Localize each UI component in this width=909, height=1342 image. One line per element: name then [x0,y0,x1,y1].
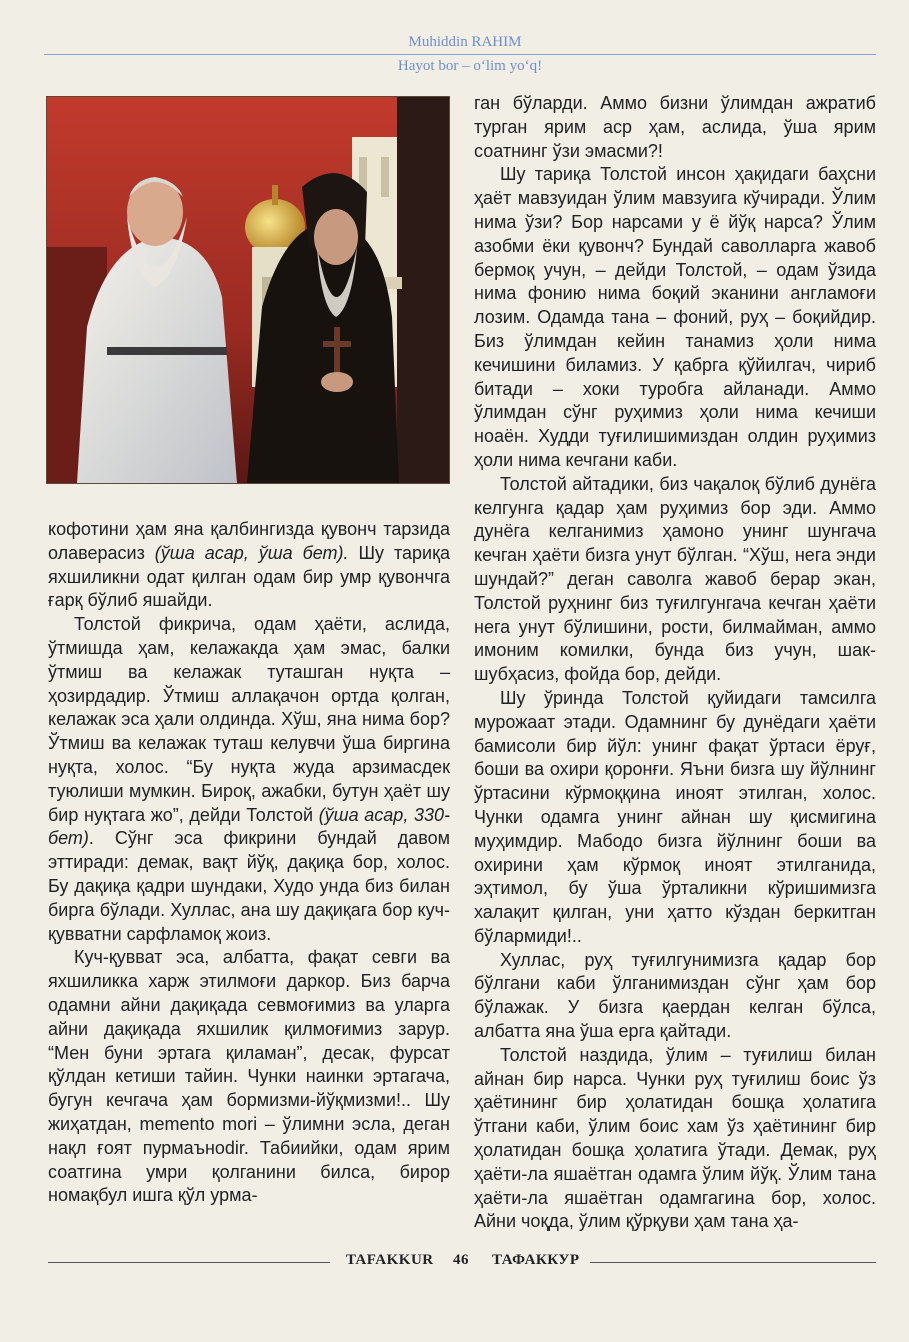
footer-journal-latin: TAFAKKUR [346,1252,434,1268]
paragraph: кофотини ҳам яна қалбингизда қувонч тарзида олаверасиз (ўша асар, ўша бет). Шу тариқа яхшиликни одат қилган одам бир умр қувончга ғарқ бўлиб яшайди. [48,519,450,611]
right-text-column [474,92,876,1234]
paragraph: Толстой айтадики, биз чақалоқ бўлиб дунёга келгунга қадар ҳам руҳимиз бор эди. Аммо дунёга келганимиз ҳамоно унинг шунгача кечган ҳаёти бизга унут бўлган. “Хўш, нега энди шундай?” деган саволга жавоб берар экан, Толстой руҳнинг биз туғилгунгача кечган ҳаёти нега унут бўлишини, рости, билмайман, аммо имоним комилки, бунда биз учун, шак-шубҳасиз, фойда бор, дейди. [474,473,876,685]
header-rule [44,54,876,55]
footer-rule-right [590,1262,876,1263]
painting-illustration [46,96,450,484]
header-author: Muhiddin RAHIM [408,34,522,50]
footer-journal-cyrillic: ТАФАККУР [492,1252,580,1268]
page-number: 46 [453,1252,469,1268]
header-subtitle: Hayot bor – o‘lim yo‘q! [397,58,543,74]
paragraph: ган бўларди. Аммо бизни ўлимдан ажратиб турган ярим аср ҳам, аслида, ўша ярим соатнинг ўзи эмасми?! [474,93,876,161]
left-text-column [48,518,450,1208]
footer-rule-left [48,1262,330,1263]
paragraph: Хуллас, руҳ туғилгунимизга қадар бор бўлгани каби ўлганимиздан сўнг ҳам бор бўлажак. У бизга қаердан келган бўлса, албатта яна ўша ерга қайтади. [474,949,876,1042]
paragraph: Толстой наздида, ўлим – туғилиш билан айнан бир нарса. Чунки руҳ туғилиш боис ўз ҳаётининг бир ҳолатидан бошқа ҳолатига ўтгани каби, ўлим боис хам ўз ҳаётининг бир ҳолатидан бошқа ҳолатига ўтади. Демак, руҳ ҳаёти-ла яшаётган одамга ўлим йўқ. Ўлим тана ҳаёти-ла яшаётган одамгагина бор, холос. Айни чоқда, ўлим қўрқуви ҳам тана ҳа- [474,1044,876,1232]
paragraph: Шу ўринда Толстой қуйидаги тамсилга мурожаат этади. Одамнинг бу дунёдаги ҳаёти бамисоли бир йўл: унинг фақат ўртаси ёруғ, боши ва охири қоронғи. Яъни бизга шу йўлнинг ўртасини кўрмоққина иноят этилган, холос. Чунки одамга унинг айнан шу қисмигина муҳимдир. Мабодо бизга йўлнинг боши ва охирини ҳам кўрмоқ иноят этилганида, эҳтимол, бу ўша ўрталикни кўришимизга халақит қилган, уни ҳатто кўздан беркитган бўлармиди!.. [474,687,876,946]
paragraph: Толстой фикрича, одам ҳаёти, аслида, ўтмишда ҳам, келажакда ҳам эмас, балки ўтмиш ва келажак туташган нуқта – ҳозирдадир. Ўтмиш аллақачон ортда қолган, келажак эса ҳали олдинда. Хўш, яна нима бор? Ўтмиш ва келажак туташ келувчи ўша биргина нуқта, холос. “Бу нуқта жуда арзимасдек туюлиши мумкин. Бироқ, ажабки, бутун ҳаёт шу бир нуқтага жо”, дейди Толстой (ўша асар, 330-бет). Сўнг эса фикрини бундай давом эттиради: демак, вақт йўқ, дақиқа бор, холос. Бу дақиқа қадри шундаки, Худо унда биз билан бирга бўлади. Хуллас, ана шу дақиқага бор куч-қувватни сарфламоқ жоиз. [48,614,450,944]
paragraph: Шу тариқа Толстой инсон ҳақидаги баҳсни ҳаёт мавзуидан ўлим мавзуига кўчиради. Ўлим нима ўзи? Бор нарсами у ё йўқ нарса? Ўлим азобми ёки қувонч? Бундай саволларга жавоб бермоқ учун, – дейди Толстой, – одам ўзида нима фонию нима боқий эканини англамоғи лозим. Одамда тана – фоний, руҳ – боқийдир. Биз ўлимдан кейин танамиз ҳоли нима кечишини биламиз. У қабрга қўйилгач, чириб битади – хоки туробга айланади. Аммо ўлимдан сўнг руҳимиз ҳоли нима кечиши ноаён. Худди туғилишимиздан олдин руҳимиз ҳоли нима кечгани каби. [474,164,876,470]
paragraph: Куч-қувват эса, албатта, фақат севги ва яхшиликка харж этилмоғи даркор. Биз барча одамни айни дақиқада севмоғимиз ва уларга айни дақиқада яхшилик қилмоғимиз зарур. “Мен буни эртага қиламан”, десак, фурсат қўлдан кетиши тайин. Чунки наинки эртагача, бугун кечгача ҳам бормизми-йўқмизми!.. Шу жиҳатдан, memento mori – ўлимни эсла, деган нақл ғоят пурмаъноdir. Табиийки, одам ярим соатгина умри қолганини билса, бирор номақбул ишга қўл урма- [48,947,450,1206]
